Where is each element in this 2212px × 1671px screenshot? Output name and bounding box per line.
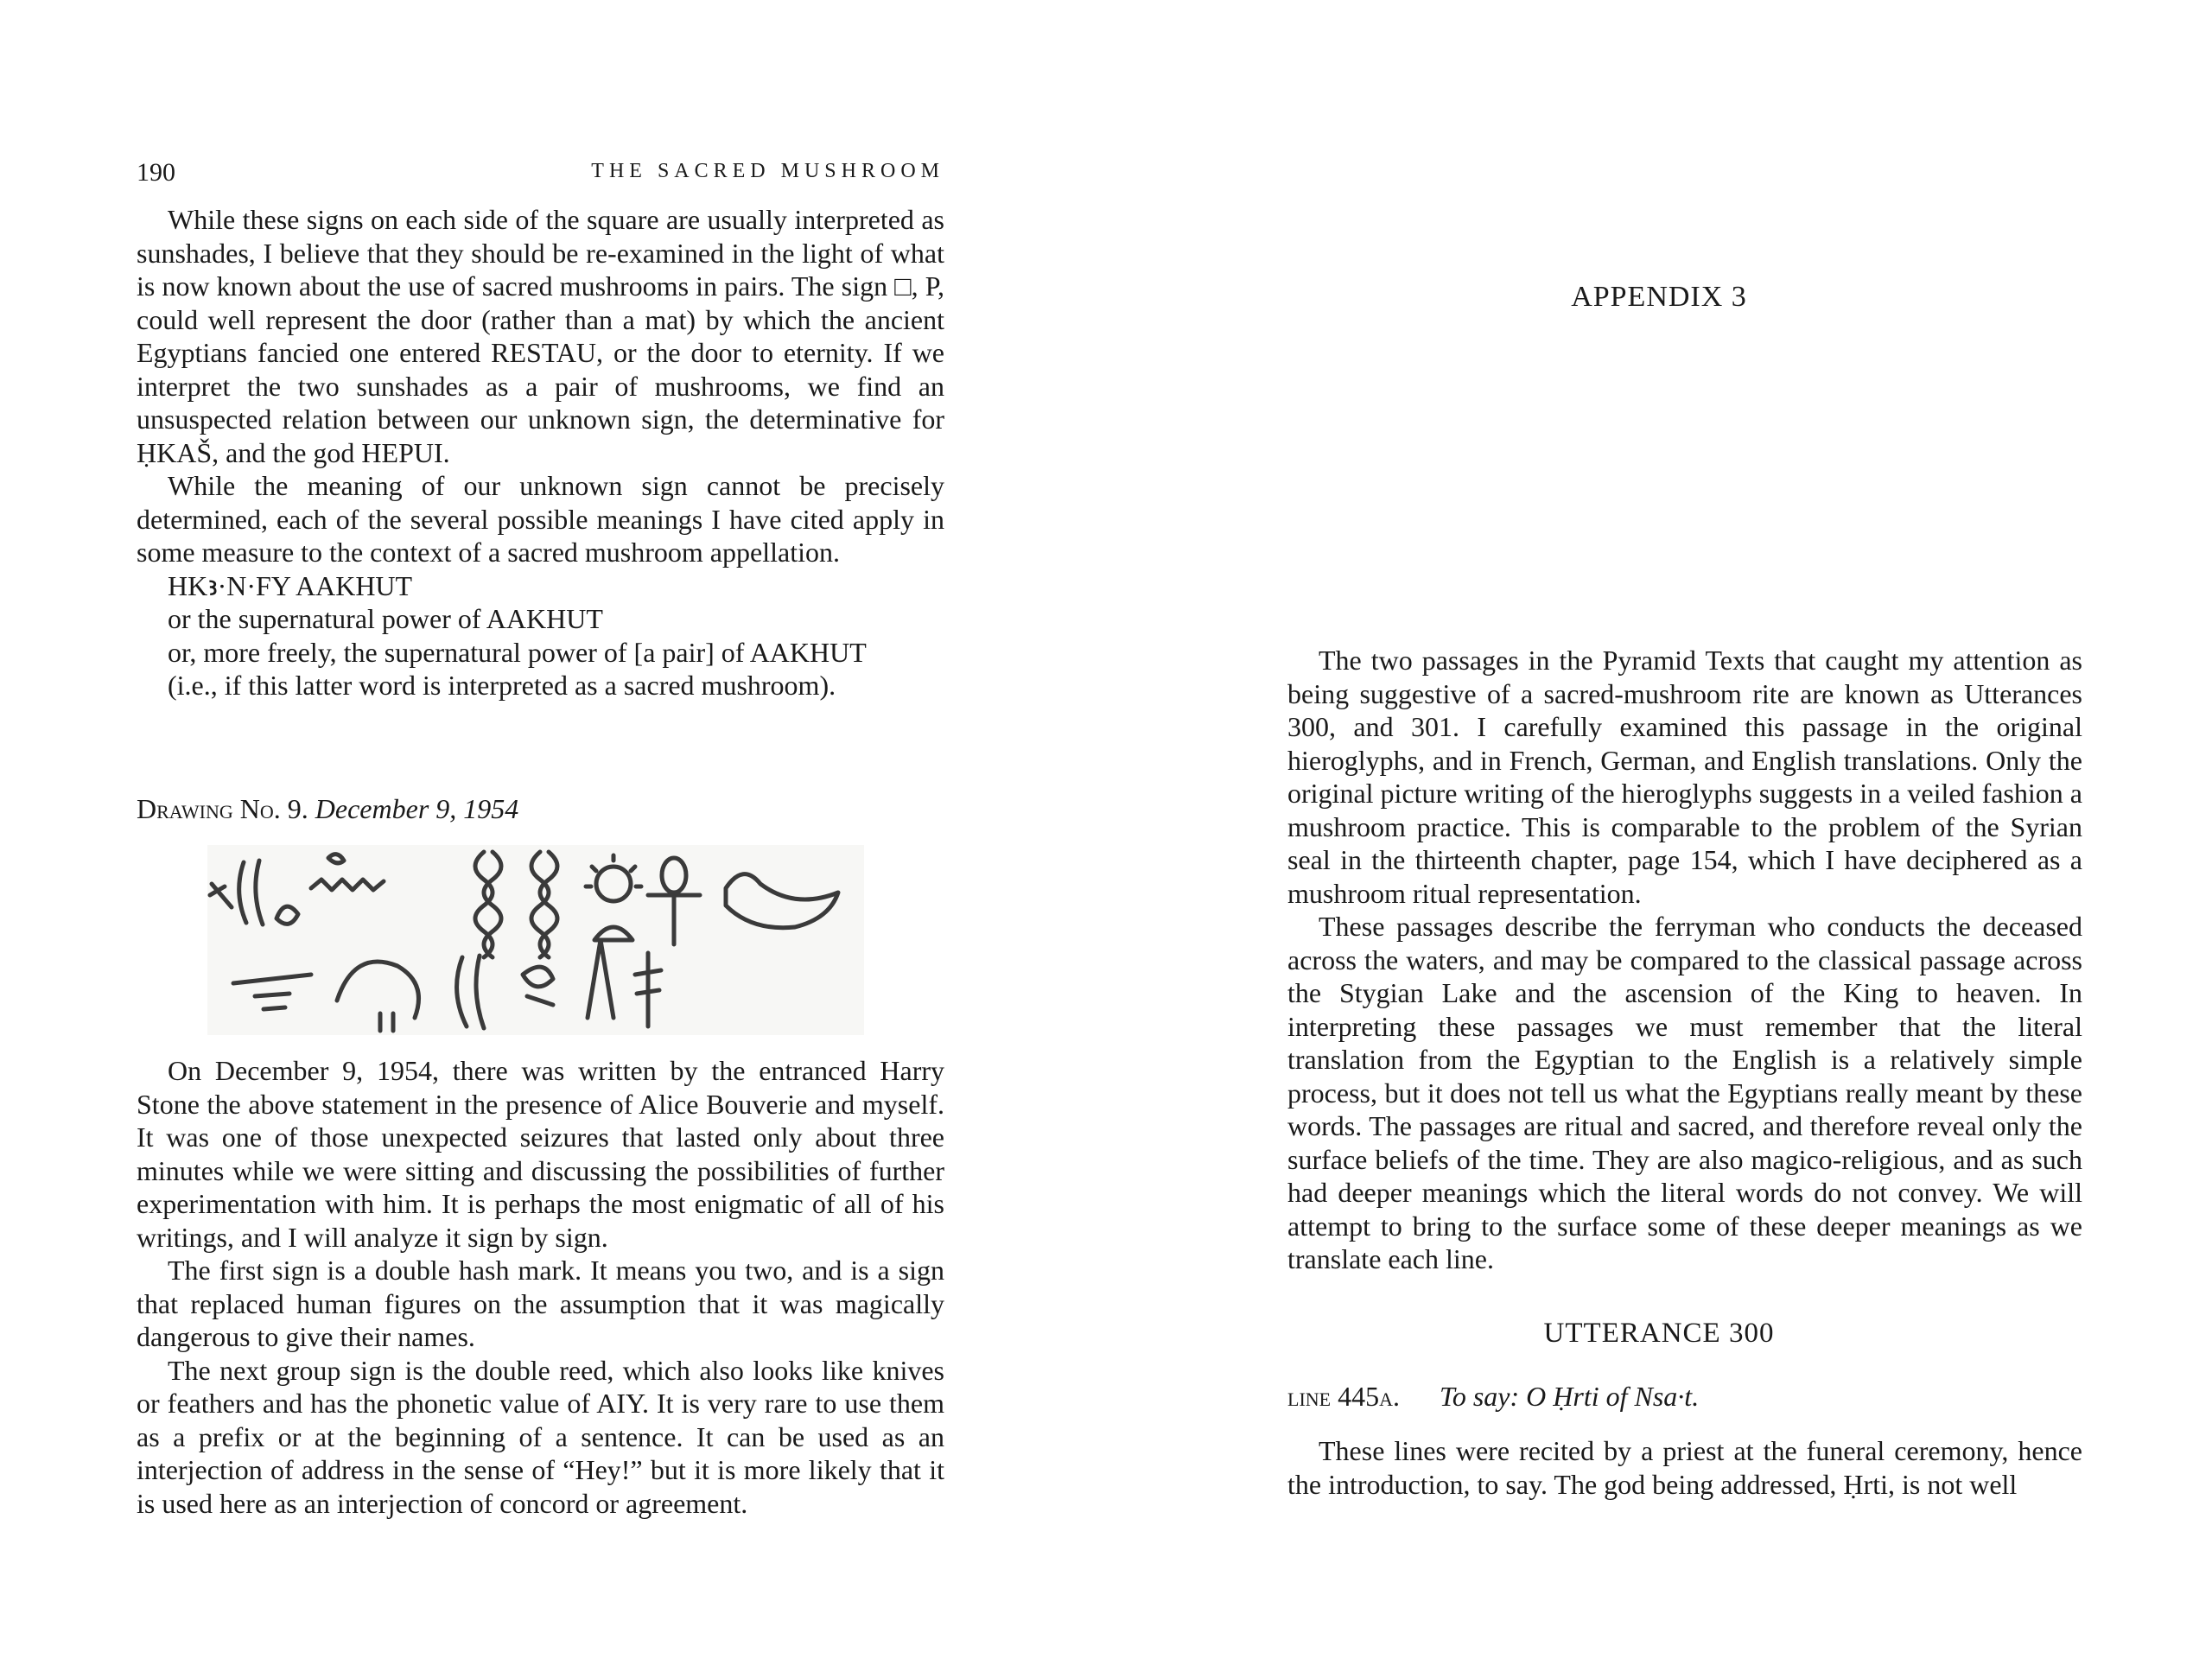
water-glyph [311,880,384,890]
running-head [137,158,944,193]
appendix-title: APPENDIX 3 [1571,281,1747,313]
paragraph: These passages describe the ferryman who conducts the deceased across the waters, and may be compared to the classical passage across the Stygian Lake and the ascension of the King to heaven. In interpreting these passages we must remember that the literal translation from the Egyptian to the English is a relatively simple process, but it does not tell us what the Egyptians really meant by these words. The passages are ritual and sacred, and therefore reveal only the surface beliefs of the time. They are also magico-religious, and as such had deeper meanings which the literal words do not convey. We will attempt to bring to the surface some of these deeper meanings as we translate each line. [1287,911,2082,1274]
verse-line: or, more freely, the supernatural power of [a pair] of AAKHUT [168,636,867,668]
right-page [1106,0,2212,1671]
utterance-title: UTTERANCE 300 [1543,1318,1775,1349]
hieroglyph-drawing [207,845,864,1035]
drawing-caption [137,793,518,825]
hand-glyph [523,967,553,1005]
right-body-bottom [1287,1434,2082,1501]
verse-line: (i.e., if this latter word is interpreted as a sacred mushroom). [168,670,836,701]
horizontal-strokes-glyph [233,975,311,1009]
drawing-caption-date: December 9, 1954 [315,793,519,824]
left-body-top [137,203,944,702]
paragraph: On December 9, 1954, there was written by the entranced Harry Stone the above statement in the presence of Alice Bouverie and myself. It was one of those unexpected seizures that lasted only about three minutes while we were sitting and discussing the possibilities of further experimentation with him. It is perhaps the most enigmatic of all of his writings, and I will analyze it sign by sign. [137,1055,944,1253]
paragraph: The first sign is a double hash mark. It means you two, and is a sign that replaced human figures on the assumption that it was magically dangerous to give their names. [137,1255,944,1352]
loop-glyph [276,906,298,924]
line-number: line 445a. [1287,1381,1400,1412]
paragraph: The next group sign is the double reed, which also looks like knives or feathers and has the phonetic value of AIY. It is very rare to use them as a prefix or at the beginning of a sentence. It can be used as an interjection of address in the sense of “Hey!” but it is more likely that it is used here as an interjection of concord or agreement. [137,1354,944,1519]
right-body [1287,644,2082,1276]
hieroglyph-drawing-svg [207,845,864,1035]
bird-glyph [726,874,838,928]
paragraph: The two passages in the Pyramid Texts that caught my attention as being suggestive of a sacred-mushroom rite are known as Utterances 300, and 301. I carefully examined this passage in the original hieroglyphs, and in French, German, and English translations. Only the original picture writing of the hieroglyphs suggests in a veiled fashion a mushroom practice. This is comparable to the problem of the Syrian seal in the thirteenth chapter, page 154, which I have deciphered as a mushroom ritual representation. [1287,645,2082,909]
plant-glyph [635,953,661,1026]
paragraph: These lines were recited by a priest at the funeral ceremony, hence the introduction, to say. The god being addressed, Ḥrti, is not well [1287,1435,2082,1500]
page-number: 190 [137,158,175,187]
book-title: THE SACRED MUSHROOM [591,160,944,182]
small-loop-glyph [328,855,344,863]
reed-glyph-lower [457,957,467,1026]
left-body-bottom [137,1054,944,1520]
verse-line: HKꜣ·N·FY AAKHUT [168,569,413,601]
paragraph: While the meaning of our unknown sign cannot be precisely determined, each of the several possible meanings I have cited apply in some measure to the context of a sacred mushroom appellation. [137,470,944,568]
reed-glyph [239,862,246,923]
sun-glyph [596,867,631,901]
line-text: To say: O Ḥrti of Nsa·t. [1439,1381,1700,1412]
paragraph: While these signs on each side of the square are usually interpreted as sunshades, I believe that they should be re-examined in the light of what is now known about the use of sacred mushrooms in pairs. The sign □, P, could well represent the door (rather than a mat) by which the ancient Egyptians fancied one entered RESTAU, or the door to eternity. If we interpret the two sunshades as a pair of mushrooms, we find an unsuspected relation between our unknown sign, the determinative for ḤKAŠ, and the god HEPUI. [137,204,944,468]
line-reference [1287,1381,1699,1413]
ankh-glyph [662,858,686,893]
leg-glyph [588,940,613,1018]
verse-line: or the supernatural power of AAKHUT [168,603,603,634]
ibis-glyph [337,962,419,1031]
drawing-caption-label: Drawing No. 9. [137,793,308,824]
